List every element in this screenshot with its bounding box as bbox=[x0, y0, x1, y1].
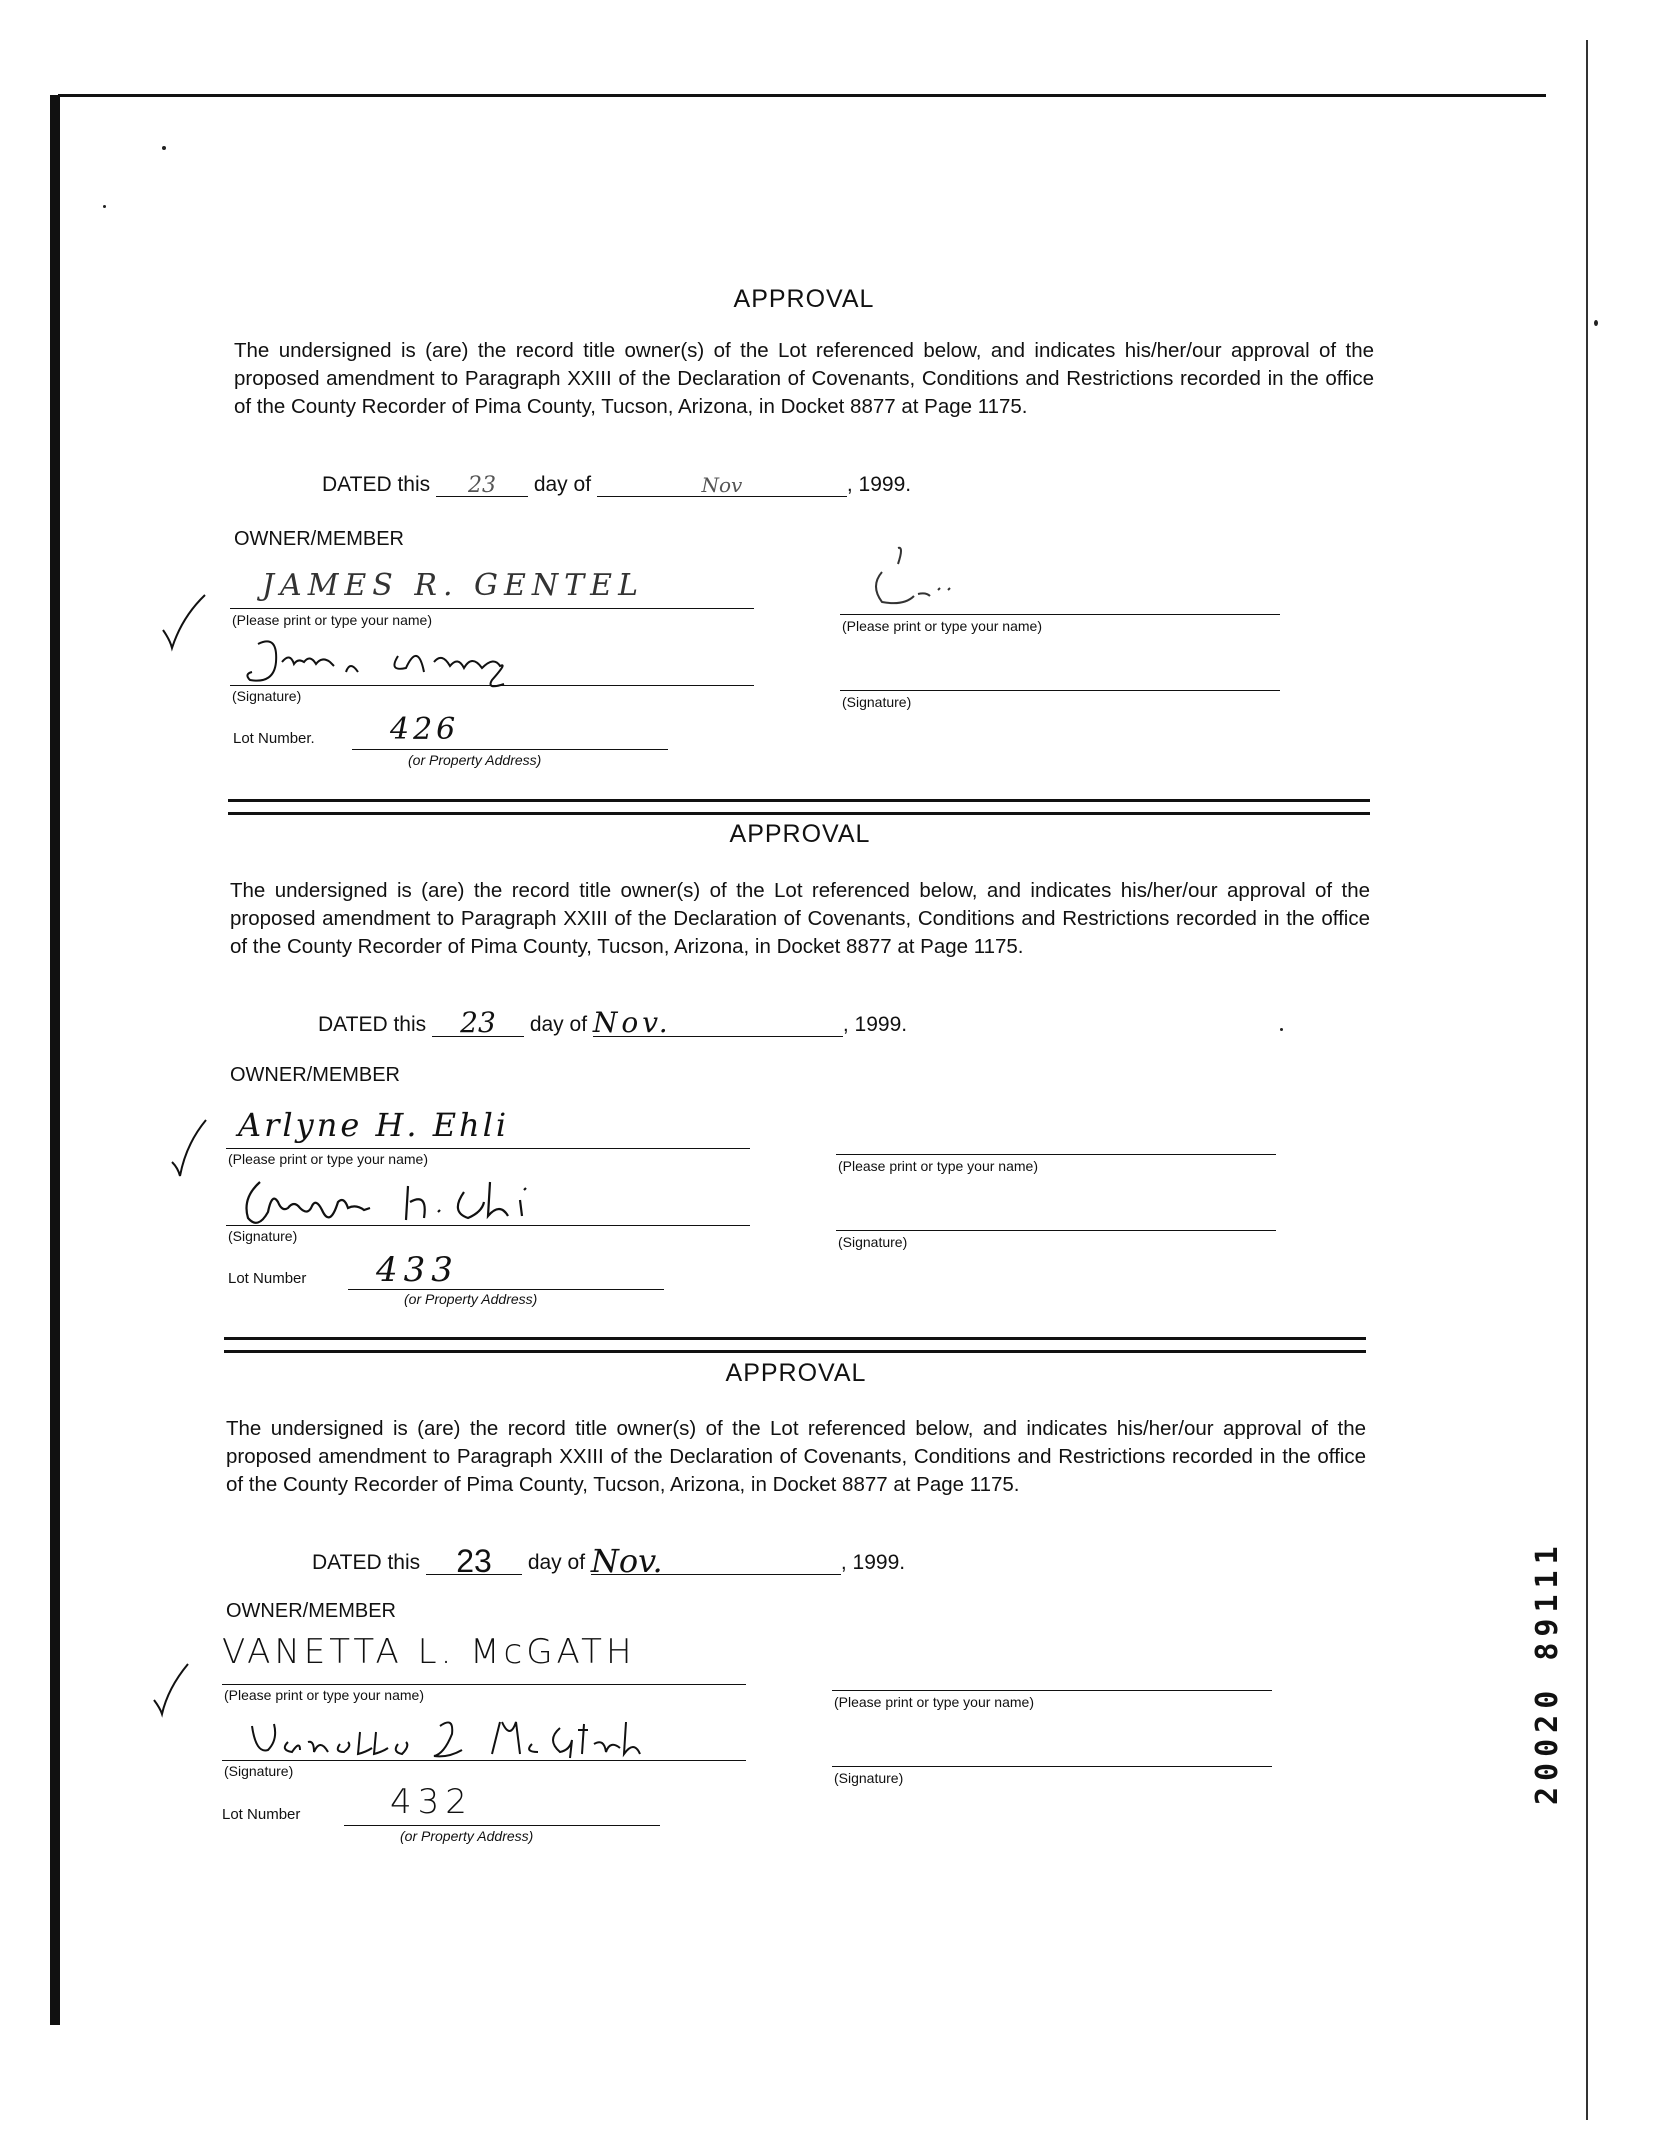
day-value: 23 bbox=[467, 473, 496, 498]
year-text: , 1999. bbox=[842, 1013, 908, 1036]
print-caption: (Please print or type your name) bbox=[228, 1151, 428, 1167]
dated-prefix: DATED this bbox=[322, 473, 431, 496]
signature-caption-2: (Signature) bbox=[842, 694, 912, 710]
property-address-caption: (or Property Address) bbox=[404, 1291, 538, 1307]
lot-number-line[interactable] bbox=[348, 1289, 664, 1290]
signature-2 bbox=[238, 1172, 638, 1232]
signature-line-2[interactable] bbox=[836, 1230, 1276, 1231]
day-value: 23 bbox=[456, 1543, 492, 1579]
approval-body: The undersigned is (are) the record title owner(s) of the Lot referenced below, and indicates his/her/our approval of the proposed amendment to Paragraph XXIII of the Declaration of Covenants, Conditions and Restrictions recorded in the office of the County Recorder of Pima County, Tucson, Arizona, in Docket 8877 at Page 1175. bbox=[226, 1417, 1366, 1496]
print-caption-2: (Please print or type your name) bbox=[834, 1694, 1034, 1710]
lot-number-label: Lot Number. bbox=[233, 730, 315, 747]
day-field[interactable] bbox=[432, 1006, 524, 1039]
print-caption-2: (Please print or type your name) bbox=[838, 1158, 1038, 1174]
approval-body: The undersigned is (are) the record title owner(s) of the Lot referenced below, and indicates his/her/our approval of the proposed amendment to Paragraph XXIII of the Declaration of Covenants, Conditions and Restrictions recorded in the office of the County Recorder of Pima County, Tucson, Arizona, in Docket 8877 at Page 1175. bbox=[234, 339, 1374, 418]
section-divider bbox=[228, 799, 1370, 815]
signature-line-1[interactable] bbox=[230, 685, 754, 686]
lot-number-line[interactable] bbox=[352, 749, 668, 750]
signature-caption-2: (Signature) bbox=[838, 1234, 908, 1250]
signature-caption-2: (Signature) bbox=[834, 1770, 904, 1786]
print-caption-2: (Please print or type your name) bbox=[842, 618, 1042, 634]
name-line-1[interactable] bbox=[222, 1684, 746, 1685]
lot-number-line[interactable] bbox=[344, 1825, 660, 1826]
day-field[interactable] bbox=[436, 470, 528, 497]
printed-name-1: JAMES R. GENTEL bbox=[262, 568, 645, 603]
day-of-label: day of bbox=[527, 1551, 586, 1574]
checkmark-icon bbox=[160, 592, 210, 652]
property-address-caption: (or Property Address) bbox=[408, 752, 542, 768]
approval-heading: APPROVAL bbox=[733, 285, 875, 313]
year-text: , 1999. bbox=[846, 473, 912, 496]
day-of-label: day of bbox=[529, 1013, 588, 1036]
signature-line-2[interactable] bbox=[832, 1766, 1272, 1767]
day-of-label: day of bbox=[533, 473, 592, 496]
month-field[interactable] bbox=[590, 1542, 841, 1580]
lot-number-value: 432 bbox=[390, 1782, 473, 1822]
name-line-1[interactable] bbox=[226, 1148, 750, 1149]
signature-caption: (Signature) bbox=[224, 1763, 294, 1779]
print-caption: (Please print or type your name) bbox=[224, 1687, 424, 1703]
owner-member-label: OWNER/MEMBER bbox=[226, 1600, 396, 1622]
month-value: Nov bbox=[701, 473, 743, 497]
printed-name-1: Arlyne H. Ehli bbox=[238, 1106, 510, 1144]
day-value: 23 bbox=[460, 1006, 496, 1039]
lot-number-value: 426 bbox=[390, 712, 460, 747]
signature-line-1[interactable] bbox=[222, 1760, 746, 1761]
scan-speck bbox=[1280, 1028, 1283, 1031]
month-value: Nov. bbox=[592, 1006, 672, 1039]
day-field[interactable] bbox=[426, 1543, 522, 1579]
section-divider bbox=[224, 1337, 1366, 1353]
owner-member-label: OWNER/MEMBER bbox=[234, 528, 404, 550]
dated-line bbox=[322, 470, 911, 497]
signature-line-2[interactable] bbox=[840, 690, 1280, 691]
recording-stamp-text: 20020 89111 bbox=[1530, 1540, 1565, 1805]
lot-number-value: 433 bbox=[376, 1250, 459, 1290]
name-line-2[interactable] bbox=[836, 1154, 1276, 1155]
signature-3 bbox=[248, 1710, 708, 1766]
owner2-scribble bbox=[868, 540, 988, 610]
lot-number-label: Lot Number bbox=[228, 1270, 307, 1287]
printed-name-1: VANETTA L. McGATH bbox=[222, 1632, 636, 1672]
checkmark-icon bbox=[170, 1118, 210, 1180]
checkmark-icon bbox=[152, 1662, 192, 1718]
scan-speck bbox=[1594, 320, 1598, 326]
name-line-2[interactable] bbox=[840, 614, 1280, 615]
year-text: , 1999. bbox=[840, 1551, 906, 1574]
approval-heading: APPROVAL bbox=[725, 1359, 867, 1387]
month-value: Nov. bbox=[590, 1542, 663, 1580]
scan-speck bbox=[103, 205, 106, 208]
print-caption: (Please print or type your name) bbox=[232, 612, 432, 628]
dated-prefix: DATED this bbox=[318, 1013, 427, 1036]
dated-line bbox=[312, 1542, 906, 1580]
scan-left-border bbox=[50, 95, 60, 2025]
name-line-1[interactable] bbox=[230, 608, 754, 609]
month-field[interactable] bbox=[592, 1006, 843, 1039]
scan-top-border bbox=[58, 94, 1546, 97]
signature-caption: (Signature) bbox=[228, 1228, 298, 1244]
scan-speck bbox=[162, 146, 166, 150]
property-address-caption: (or Property Address) bbox=[400, 1828, 534, 1844]
approval-heading: APPROVAL bbox=[729, 820, 871, 848]
scan-right-edge bbox=[1586, 40, 1588, 2120]
month-field[interactable] bbox=[597, 470, 847, 497]
approval-body: The undersigned is (are) the record title owner(s) of the Lot referenced below, and indicates his/her/our approval of the proposed amendment to Paragraph XXIII of the Declaration of Covenants, Conditions and Restrictions recorded in the office of the County Recorder of Pima County, Tucson, Arizona, in Docket 8877 at Page 1175. bbox=[230, 879, 1370, 958]
owner-member-label: OWNER/MEMBER bbox=[230, 1064, 400, 1086]
name-line-2[interactable] bbox=[832, 1690, 1272, 1691]
dated-prefix: DATED this bbox=[312, 1551, 421, 1574]
dated-line bbox=[318, 1006, 908, 1039]
signature-line-1[interactable] bbox=[226, 1225, 750, 1226]
signature-caption: (Signature) bbox=[232, 688, 302, 704]
recording-stamp bbox=[1494, 1505, 1565, 1805]
lot-number-label: Lot Number bbox=[222, 1806, 301, 1823]
